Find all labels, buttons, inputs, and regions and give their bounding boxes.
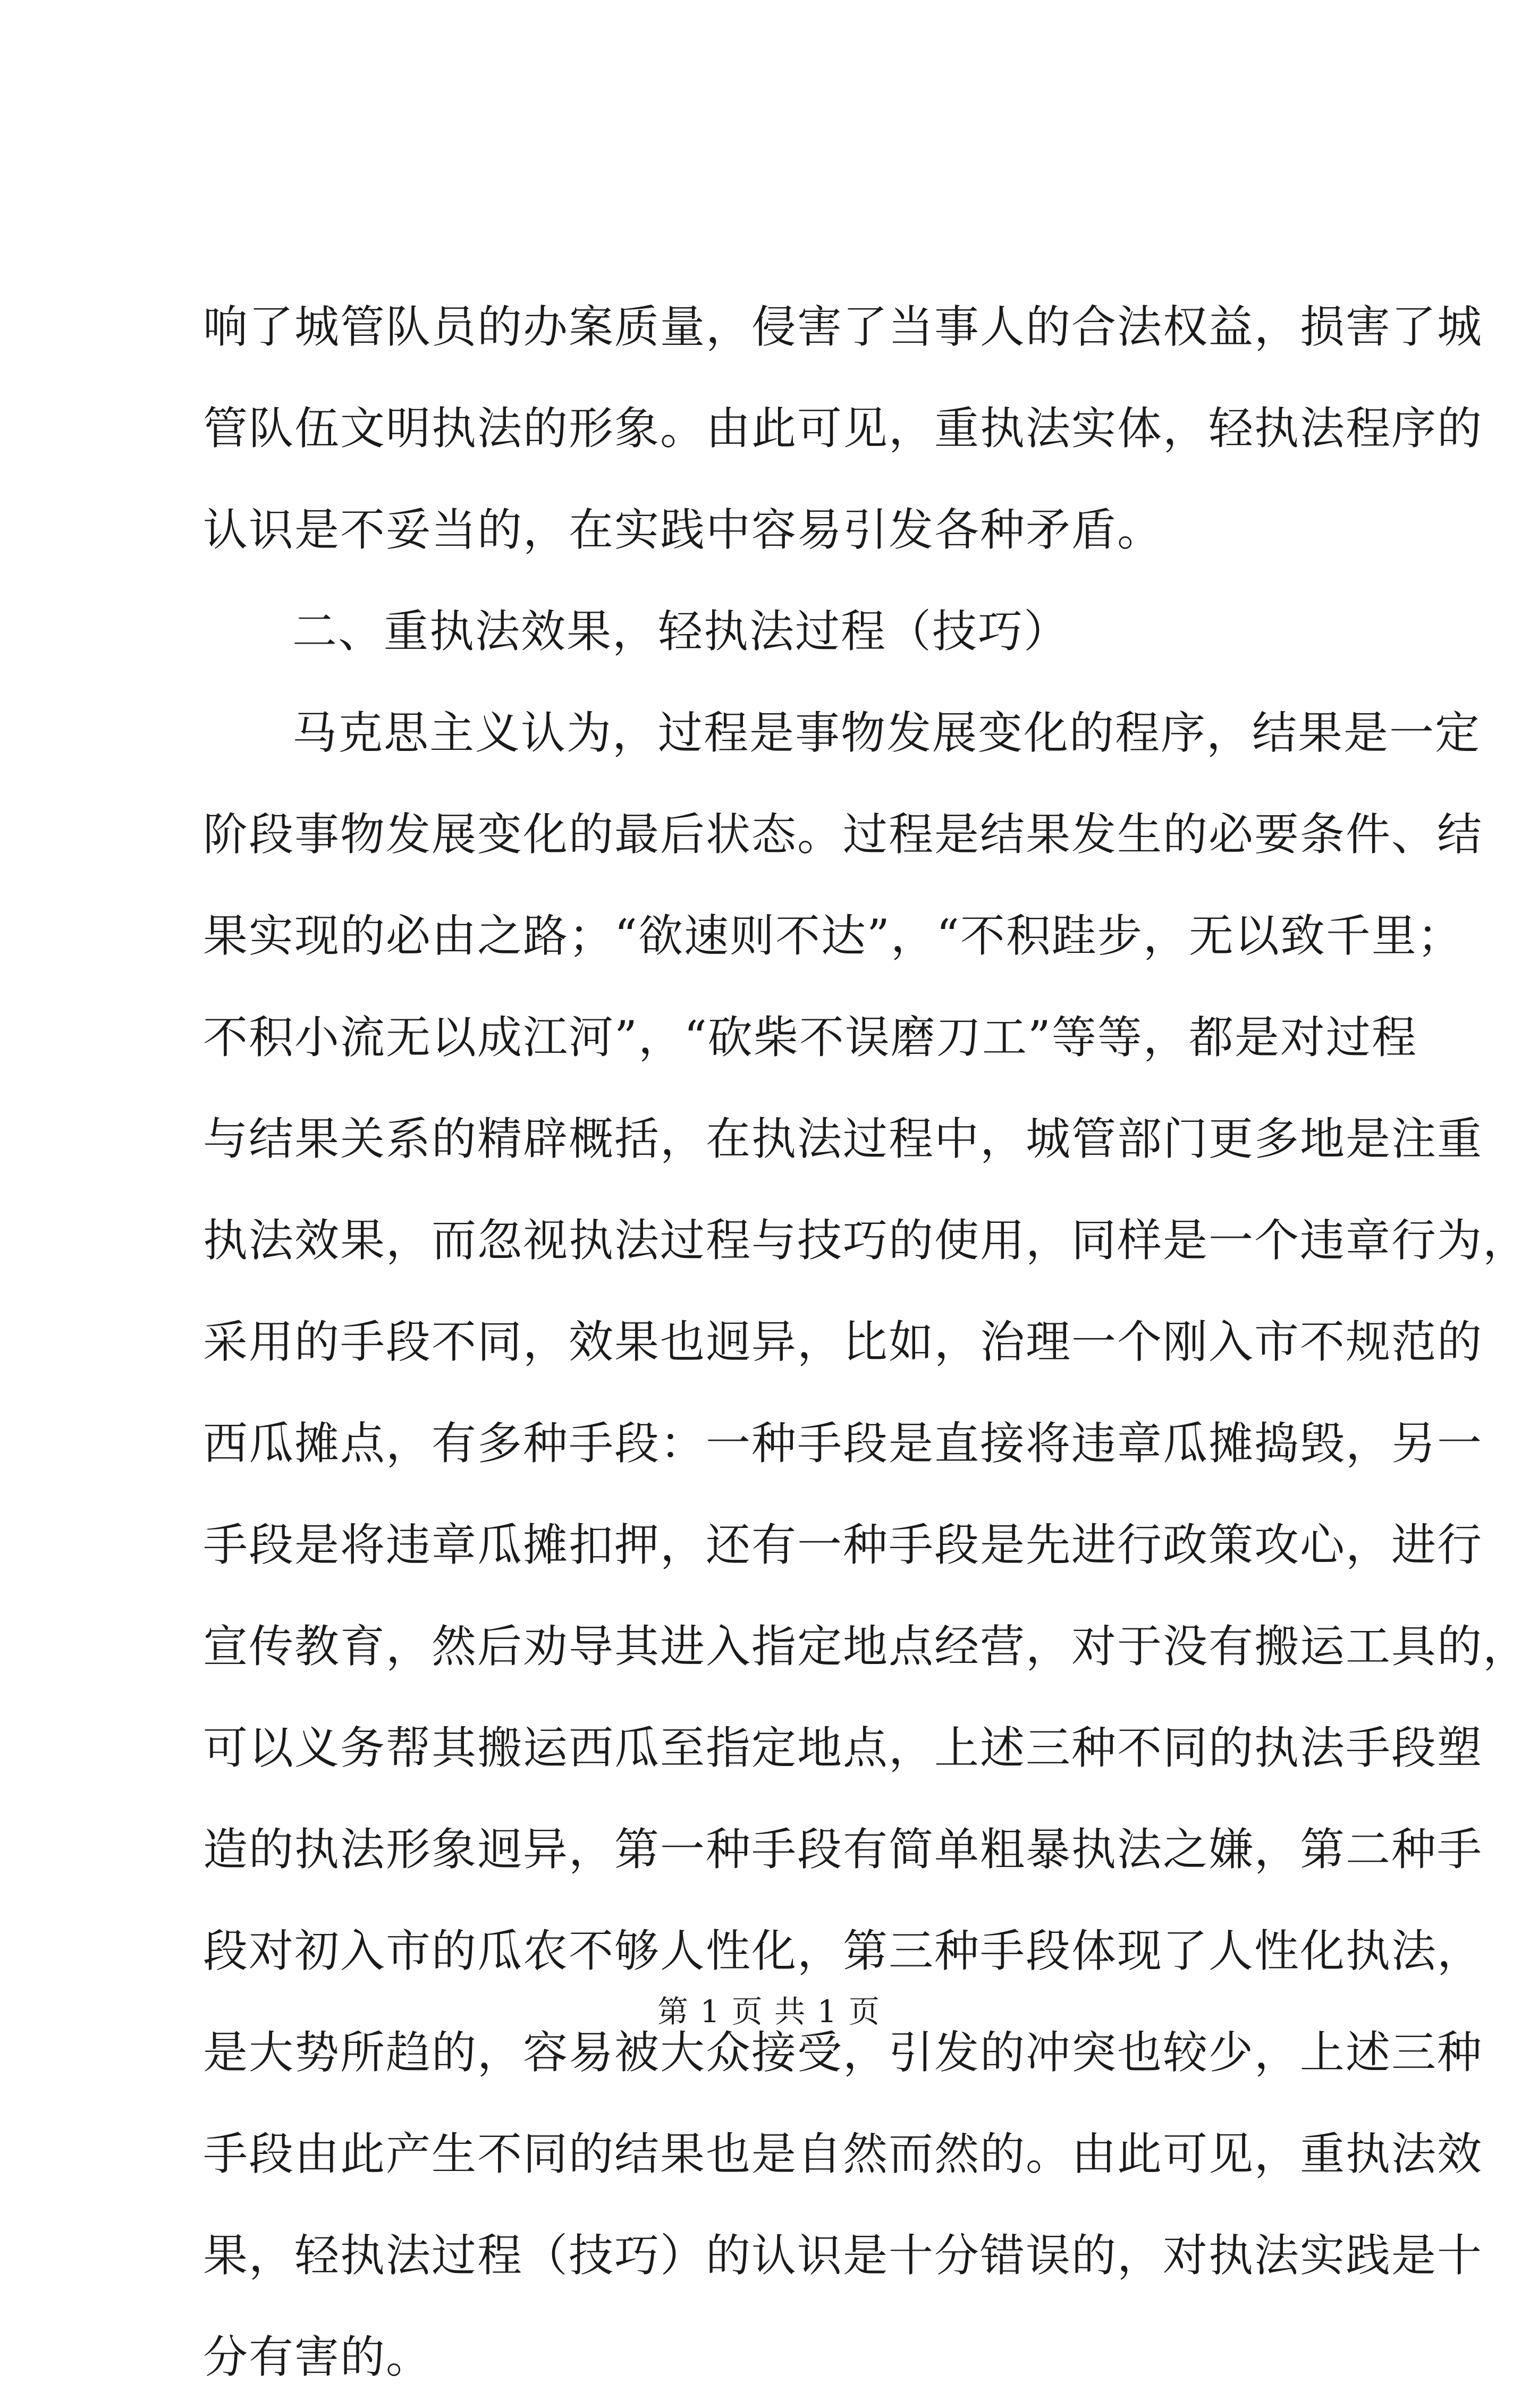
paragraph-line: 响了城管队员的办案质量，侵害了当事人的合法权益，损害了城 [203,301,1483,353]
paragraph-line: 不积小流无以成江河”，“砍柴不误磨刀工”等等，都是对过程 [203,1011,1417,1063]
paragraph-line: 西瓜摊点，有多种手段：一种手段是直接将违章瓜摊捣毁，另一 [203,1417,1483,1469]
paragraph-line: 造的执法形象迥异，第一种手段有简单粗暴执法之嫌，第二种手 [203,1823,1483,1875]
paragraph-line: 马克思主义认为，过程是事物发展变化的程序，结果是一定 [292,707,1481,759]
paragraph-line: 段对初入市的瓜农不够人性化，第三种手段体现了人性化执法， [203,1925,1483,1977]
paragraph-line: 管队伍文明执法的形象。由此可见，重执法实体，轻执法程序的 [203,402,1483,454]
paragraph-line: 可以义务帮其搬运西瓜至指定地点，上述三种不同的执法手段塑 [203,1722,1483,1774]
paragraph-line: 手段由此产生不同的结果也是自然而然的。由此可见，重执法效 [203,2128,1483,2180]
paragraph-line: 宣传教育，然后劝导其进入指定地点经营，对于没有搬运工具的， [203,1620,1529,1672]
paragraph-line: 阶段事物发展变化的最后状态。过程是结果发生的必要条件、结 [203,808,1483,860]
paragraph-line: 果实现的必由之路；“欲速则不达”，“不积跬步，无以致千里； [203,910,1463,962]
page-footer: 第 1 页 共 1 页 [657,1993,881,2030]
section-heading: 二、重执法效果，轻执法过程（技巧） [292,605,1070,657]
paragraph-line: 执法效果，而忽视执法过程与技巧的使用，同样是一个违章行为， [203,1214,1529,1266]
paragraph-line: 认识是不妥当的，在实践中容易引发各种矛盾。 [203,504,1163,556]
paragraph-line: 是大势所趋的，容易被大众接受，引发的冲突也较少，上述三种 [203,2026,1483,2079]
paragraph-line: 分有害的。 [203,2331,432,2383]
document-body [203,276,1529,2408]
paragraph-line: 手段是将违章瓜摊扣押，还有一种手段是先进行政策攻心，进行 [203,1519,1483,1571]
paragraph-line: 采用的手段不同，效果也迥异，比如，治理一个刚入市不规范的 [203,1316,1483,1368]
paragraph-line: 果，轻执法过程（技巧）的认识是十分错误的，对执法实践是十 [203,2229,1483,2282]
paragraph-line: 与结果关系的精辟概括，在执法过程中，城管部门更多地是注重 [203,1113,1483,1165]
